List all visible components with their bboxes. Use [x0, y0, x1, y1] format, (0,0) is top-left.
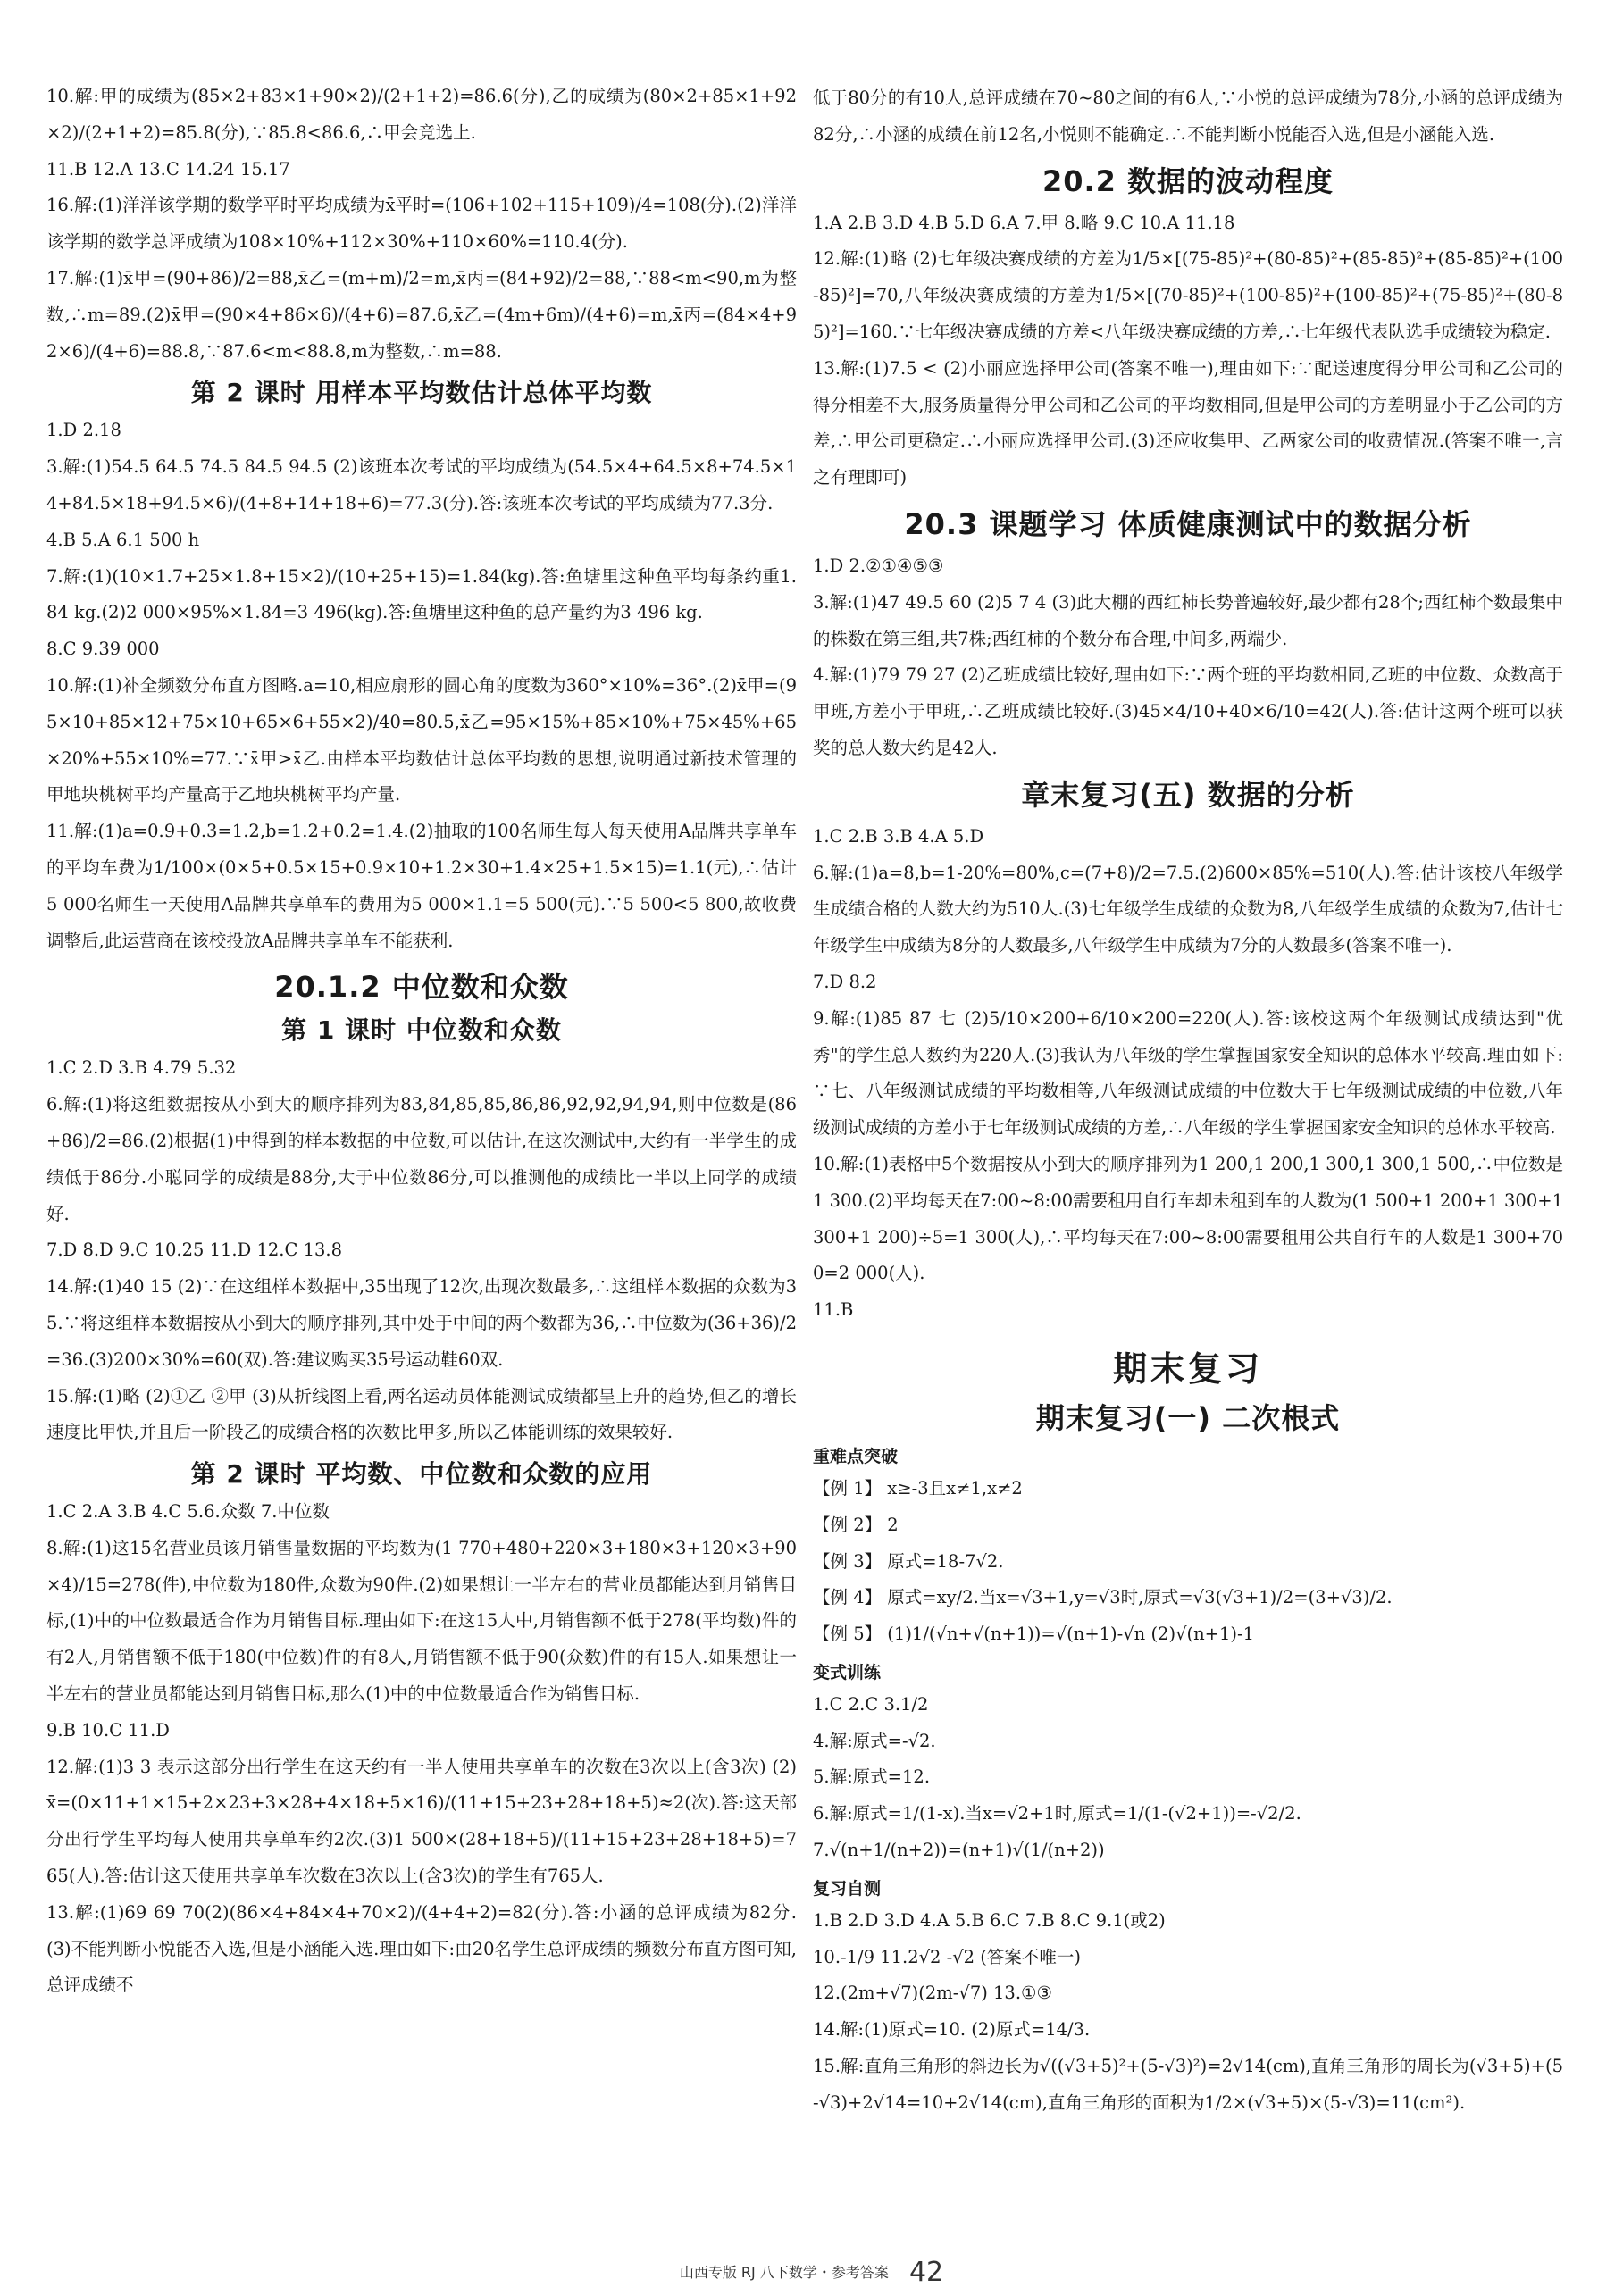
answer-item: 9.解:(1)85 87 七 (2)5/10×200+6/10×200=220(人).答:该校这两个年级测试成绩达到"优秀"的学生总人数约为220人.(3)我认为八年级的学生掌握国家安全知识的总体水平较高.理由如下:∵七、八年级测试成绩的平均数相等,八年级测试成绩的中位数大于七年级测试成绩的中位数,八年级测试成绩的方差小于七年级测试成绩的方差,∴八年级的学生掌握国家安全知识的总体水平较高. — [813, 1007, 1563, 1139]
answer-item: 8.C 9.39 000 — [46, 639, 160, 660]
section-heading: 章末复习(五) 数据的分析 — [1021, 777, 1355, 812]
subsection-label: 复习自测 — [813, 1878, 882, 1899]
answer-item: 10.解:甲的成绩为(85×2+83×1+90×2)/(2+1+2)=86.6(分),乙的成绩为(80×2+85×1+92×2)/(2+1+2)=85.8(分),∵85.8<86.6,∴甲会竞选上. — [46, 86, 797, 143]
section-heading: 期末复习(一) 二次根式 — [1035, 1400, 1341, 1435]
answer-item: 10.-1/9 11.2√2 -√2 (答案不唯一) — [813, 1946, 1081, 1967]
answer-item: 9.B 10.C 11.D — [46, 1719, 170, 1741]
answer-item: 【例 3】 原式=18-7√2. — [813, 1550, 1004, 1572]
answer-item: 10.解:(1)表格中5个数据按从小到大的顺序排列为1 200,1 200,1 300,1 300,1 500,∴中位数是1 300.(2)平均每天在7:00~8:00需要租用自行车却未租到车的人数为(1 500+1 200+1 300+1 300+1 200)÷5=1 300(人),∴平均每天在7:00~8:00需要租用公共自行车的人数是1 300+700=2 000(人). — [813, 1153, 1563, 1284]
answer-item: 1.D 2.18 — [46, 420, 121, 441]
answer-item: 6.解:(1)a=8,b=1-20%=80%,c=(7+8)/2=7.5.(2)600×85%=510(人).答:估计该校八年级学生成绩合格的人数大约为510人.(3)七年级学生成绩的众数为8,八年级学生成绩的众数为7,估计七年级学生中成绩为8分的人数最多,八年级学生中成绩为7分的人数最多(答案不唯一). — [813, 862, 1563, 956]
answer-item: 7.D 8.D 9.C 10.25 11.D 12.C 13.8 — [46, 1240, 343, 1261]
lesson-heading: 第 2 课时 用样本平均数估计总体平均数 — [190, 378, 653, 408]
answer-item: 【例 2】 2 — [813, 1514, 899, 1535]
answer-item: 14.解:(1)40 15 (2)∵在这组样本数据中,35出现了12次,出现次数最多,∴这组样本数据的众数为35.∵将这组样本数据按从小到大的顺序排列,其中处于中间的两个数都为36,∴中位数为(36+36)/2=36.(3)200×30%=60(双).答:建议购买35号运动鞋60双. — [46, 1276, 797, 1370]
answer-item: 16.解:(1)洋洋该学期的数学平时平均成绩为x̄平时=(106+102+115+109)/4=108(分).(2)洋洋该学期的数学总评成绩为108×10%+112×30%+110×60%=110.4(分). — [46, 195, 797, 253]
answer-item: 1.C 2.C 3.1/2 — [813, 1693, 929, 1715]
answer-item: 4.解:原式=-√2. — [813, 1730, 936, 1751]
answer-item: 1.A 2.B 3.D 4.B 5.D 6.A 7.甲 8.略 9.C 10.A 11.18 — [813, 212, 1235, 233]
answer-item: 7.√(n+1/(n+2))=(n+1)√(1/(n+2)) — [813, 1840, 1105, 1861]
answer-item: 3.解:(1)47 49.5 60 (2)5 7 4 (3)此大棚的西红柿长势普遍较好,最少都有28个;西红柿个数最集中的株数在第三组,共7株;西红柿的个数分布合理,中间多,两端少. — [813, 591, 1563, 649]
section-heading: 20.3 课题学习 体质健康测试中的数据分析 — [904, 506, 1472, 541]
section-heading: 20.1.2 中位数和众数 — [274, 970, 569, 1005]
answer-item: 14.解:(1)原式=10. (2)原式=14/3. — [813, 2019, 1091, 2041]
lesson-heading: 第 1 课时 中位数和众数 — [281, 1015, 562, 1046]
answer-item: 15.解:直角三角形的斜边长为√((√3+5)²+(5-√3)²)=2√14(cm),直角三角形的周长为(√3+5)+(5-√3)+2√14=10+2√14(cm),直角三角形的面积为1/2×(√3+5)×(5-√3)=11(cm²). — [813, 2056, 1563, 2113]
answer-item: 11.B — [813, 1299, 854, 1321]
answer-item: 12.解:(1)略 (2)七年级决赛成绩的方差为1/5×[(75-85)²+(80-85)²+(85-85)²+(85-85)²+(100-85)²]=70,八年级决赛成绩的方差为1/5×[(70-85)²+(100-85)²+(100-85)²+(75-85)²+(80-85)²]=160.∵七年级决赛成绩的方差<八年级决赛成绩的方差,∴七年级代表队选手成绩较为稳定. — [813, 248, 1563, 342]
answer-item: 13.解:(1)7.5 < (2)小丽应选择甲公司(答案不唯一),理由如下:∵配送速度得分甲公司和乙公司的得分相差不大,服务质量得分甲公司和乙公司的平均数相同,但是甲公司的方差明显小于乙公司的方差,∴甲公司更稳定.∴小丽应选择甲公司.(3)还应收集甲、乙两家公司的收费情况.(答案不唯一,言之有理即可) — [813, 357, 1563, 488]
answer-item: 15.解:(1)略 (2)①乙 ②甲 (3)从折线图上看,两名运动员体能测试成绩都呈上升的趋势,但乙的增长速度比甲快,并且后一阶段乙的成绩合格的次数比甲多,所以乙体能训练的效果较好. — [46, 1385, 797, 1443]
answer-item: 1.C 2.D 3.B 4.79 5.32 — [46, 1057, 237, 1079]
answer-item: 4.解:(1)79 79 27 (2)乙班成绩比较好,理由如下:∵两个班的平均数相同,乙班的中位数、众数高于甲班,方差小于甲班,∴乙班成绩比较好.(3)45×4/10+40×6/10=42(人).答:估计这两个班可以获奖的总人数大约是42人. — [813, 664, 1563, 758]
answer-item: 13.解:(1)69 69 70(2)(86×4+84×4+70×2)/(4+4+2)=82(分).答:小涵的总评成绩为82分.(3)不能判断小悦能否入选,但是小涵能入选.理由如下:由20名学生总评成绩的频数分布直方图可知,总评成绩不 — [46, 1901, 797, 1996]
lesson-heading: 第 2 课时 平均数、中位数和众数的应用 — [190, 1459, 653, 1490]
subsection-label: 变式训练 — [813, 1662, 882, 1682]
answer-item: 1.C 2.A 3.B 4.C 5.6.众数 7.中位数 — [46, 1501, 330, 1523]
left-column — [46, 79, 797, 2004]
right-column — [813, 80, 1563, 2122]
answer-item: 4.B 5.A 6.1 500 h — [46, 529, 200, 550]
answer-item: 1.C 2.B 3.B 4.A 5.D — [813, 825, 984, 847]
answer-item: 7.D 8.2 — [813, 971, 877, 992]
answer-item: 12.(2m+√7)(2m-√7) 13.①③ — [813, 1983, 1053, 2004]
section-heading: 20.2 数据的波动程度 — [1042, 163, 1334, 198]
answer-item: 17.解:(1)x̄甲=(90+86)/2=88,x̄乙=(m+m)/2=m,x̄丙=(84+92)/2=88,∵88<m<90,m为整数,∴m=89.(2)x̄甲=(90×4+86×6)/(4+6)=87.6,x̄乙=(4m+6m)/(4+6)=m,x̄丙=(84×4+92×6)/(4+6)=88.8,∵87.6<m<88.8,m为整数,∴m=88. — [46, 267, 797, 362]
page-number: 42 — [908, 2257, 944, 2288]
answer-item: 12.解:(1)3 3 表示这部分出行学生在这天约有一半人使用共享单车的次数在3次以上(含3次) (2)x̄=(0×11+1×15+2×23+3×28+4×18+5×16)/(11+15+23+28+18+5)≈2(次).答:这天部分出行学生平均每人使用共享单车约2次.(3)1 500×(28+18+5)/(11+15+23+28+18+5)=765(人).答:估计这天使用共享单车次数在3次以上(含3次)的学生有765人. — [46, 1756, 797, 1887]
page-footer — [0, 2257, 1623, 2288]
answer-item: 11.解:(1)a=0.9+0.3=1.2,b=1.2+0.2=1.4.(2)抽取的100名师生每人每天使用A品牌共享单车的平均车费为1/100×(0×5+0.5×15+0.9×10+1.2×30+1.4×25+1.5×15)=1.1(元),∴估计5 000名师生一天使用A品牌共享单车的费用为5 000×1.1=5 500(元).∵5 500<5 800,故收费调整后,此运营商在该校投放A品牌共享单车不能获利. — [46, 821, 797, 951]
answer-item: 10.解:(1)补全频数分布直方图略.a=10,相应扇形的圆心角的度数为360°×10%=36°.(2)x̄甲=(95×10+85×12+75×10+65×6+55×2)/40=80.5,x̄乙=95×15%+85×10%+75×45%+65×20%+55×10%=77.∵x̄甲>x̄乙.由样本平均数估计总体平均数的思想,说明通过新技术管理的甲地块桃树平均产量高于乙地块桃树平均产量. — [46, 674, 797, 806]
subsection-label: 重难点突破 — [813, 1446, 899, 1466]
answer-item: 【例 4】 原式=xy/2.当x=√3+1,y=√3时,原式=√3(√3+1)/2=(3+√3)/2. — [813, 1587, 1393, 1608]
answer-item: 11.B 12.A 13.C 14.24 15.17 — [46, 158, 290, 180]
answer-item: 7.解:(1)(10×1.7+25×1.8+15×2)/(10+25+15)=1.84(kg).答:鱼塘里这种鱼平均每条约重1.84 kg.(2)2 000×95%×1.84=3 496(kg).答:鱼塘里这种鱼的总产量约为3 496 kg. — [46, 565, 797, 623]
answer-item: 6.解:(1)将这组数据按从小到大的顺序排列为83,84,85,85,86,86,92,92,94,94,则中位数是(86+86)/2=86.(2)根据(1)中得到的样本数据的中位数,可以估计,在这次测试中,大约有一半学生的成绩低于86分.小聪同学的成绩是88分,大于中位数86分,可以推测他的成绩比一半以上同学的成绩好. — [46, 1094, 797, 1224]
answer-item: 6.解:原式=1/(1-x).当x=√2+1时,原式=1/(1-(√2+1))=-√2/2. — [813, 1803, 1301, 1824]
answer-item: 5.解:原式=12. — [813, 1766, 931, 1788]
answer-item: 8.解:(1)这15名营业员该月销售量数据的平均数为(1 770+480+220×3+180×3+120×3+90×4)/15=278(件),中位数为180件,众数为90件.(2)如果想让一半左右的营业员都能达到月销售目标,(1)中的中位数最适合作为月销售目标.理由如下:在这15人中,月销售额不低于278(平均数)件的有2人,月销售额不低于180(中位数)件的有8人,月销售额不低于90(众数)件的有15人.如果想让一半左右的营业员都能达到月销售目标,那么(1)中的中位数最适合作为销售目标. — [46, 1537, 797, 1705]
answer-item: 【例 1】 x≥-3且x≠1,x≠2 — [813, 1477, 1023, 1499]
answer-item: 【例 5】 (1)1/(√n+√(n+1))=√(n+1)-√n (2)√(n+1)-1 — [813, 1624, 1255, 1645]
answer-item: 低于80分的有10人,总评成绩在70~80之间的有6人,∵小悦的总评成绩为78分,小涵的总评成绩为82分,∴小涵的成绩在前12名,小悦则不能确定.∴不能判断小悦能否入选,但是小涵能入选. — [813, 88, 1563, 145]
answer-item: 1.D 2.②①④⑤③ — [813, 555, 944, 576]
footer-label: 山西专版 RJ 八下数学・参考答案 — [679, 2264, 889, 2281]
chapter-heading: 期末复习 — [1112, 1348, 1263, 1389]
answer-item: 1.B 2.D 3.D 4.A 5.B 6.C 7.B 8.C 9.1(或2) — [813, 1909, 1166, 1931]
answer-item: 3.解:(1)54.5 64.5 74.5 84.5 94.5 (2)该班本次考试的平均成绩为(54.5×4+64.5×8+74.5×14+84.5×18+94.5×6)/(4+8+14+18+6)=77.3(分).答:该班本次考试的平均成绩为77.3分. — [46, 456, 797, 513]
